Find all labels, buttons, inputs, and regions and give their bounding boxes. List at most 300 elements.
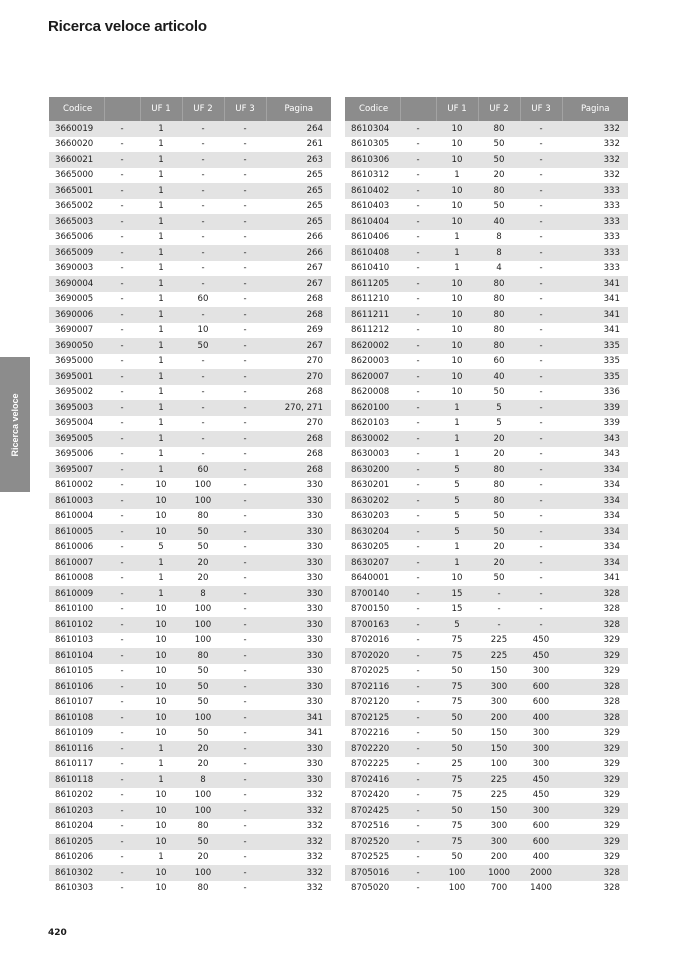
cell-pagina: 343	[603, 449, 620, 460]
cell-uf3: -	[224, 772, 266, 788]
cell-uf2: 50	[182, 679, 224, 695]
cell-blank: -	[120, 573, 124, 584]
cell-uf3: 300	[532, 666, 550, 677]
table-row	[49, 462, 331, 478]
cell-codice: 8610008	[55, 573, 94, 584]
cell-uf2: 80	[478, 493, 520, 509]
table-row	[49, 865, 331, 881]
cell-codice: 8630201	[351, 480, 390, 491]
cell-codice: 3665009	[49, 245, 104, 261]
article-table-right	[345, 97, 628, 896]
cell-uf2: 20	[478, 555, 520, 571]
cell-blank: -	[104, 276, 140, 292]
table-row	[49, 586, 331, 602]
cell-pagina: 335	[562, 369, 628, 385]
cell-pagina: 330	[266, 648, 331, 664]
cell-uf2: 20	[197, 852, 209, 863]
table-row	[49, 881, 331, 897]
cell-uf1: 15	[451, 604, 463, 615]
cell-uf3: 400	[520, 710, 562, 726]
cell-uf3: -	[539, 170, 543, 181]
cell-pagina: 330	[306, 573, 323, 584]
cell-uf1: 50	[436, 803, 478, 819]
cell-uf1: 1	[436, 555, 478, 571]
cell-uf3: -	[539, 573, 543, 584]
cell-blank: -	[400, 121, 436, 137]
cell-uf3: -	[224, 679, 266, 695]
cell-codice: 3695006	[55, 449, 94, 460]
table-row	[49, 695, 331, 711]
cell-codice: 8610402	[345, 183, 400, 199]
cell-uf1: 75	[436, 648, 478, 664]
column-header-uf2: UF 2	[478, 97, 520, 121]
cell-uf2: 300	[490, 821, 508, 832]
table-row	[49, 757, 331, 773]
cell-uf2: 100	[194, 790, 212, 801]
cell-blank: -	[416, 232, 420, 243]
cell-uf3: -	[243, 139, 247, 150]
column-header-uf3: UF 3	[224, 97, 266, 121]
cell-codice: 8620002	[345, 338, 400, 354]
cell-codice: 3690004	[49, 276, 104, 292]
cell-uf1: 75	[436, 679, 478, 695]
cell-pagina: 269	[306, 325, 323, 336]
cell-uf1: 50	[436, 710, 478, 726]
cell-uf1: 10	[451, 356, 463, 367]
table-row	[345, 447, 628, 463]
cell-uf1: 10	[140, 493, 182, 509]
cell-uf2: 225	[478, 648, 520, 664]
cell-uf2: 60	[182, 462, 224, 478]
cell-uf2: 50	[197, 728, 209, 739]
table-row	[49, 385, 331, 401]
cell-uf3: -	[520, 555, 562, 571]
cell-blank: -	[400, 183, 436, 199]
cell-codice: 8610102	[49, 617, 104, 633]
table-row	[49, 803, 331, 819]
cell-codice: 8610118	[49, 772, 104, 788]
cell-uf2: -	[182, 400, 224, 416]
cell-codice: 3690005	[55, 294, 94, 305]
cell-blank: -	[120, 449, 124, 460]
cell-blank: -	[416, 139, 420, 150]
cell-uf3: -	[224, 648, 266, 664]
cell-blank: -	[120, 201, 124, 212]
cell-codice: 8610406	[351, 232, 390, 243]
cell-blank: -	[416, 480, 420, 491]
table-row	[49, 354, 331, 370]
cell-pagina: 268	[306, 294, 323, 305]
cell-codice: 3695005	[49, 431, 104, 447]
cell-uf3: -	[539, 542, 543, 553]
cell-blank: -	[120, 294, 124, 305]
table-row	[345, 431, 628, 447]
cell-uf3: 450	[532, 790, 550, 801]
cell-uf1: 10	[451, 294, 463, 305]
cell-uf3: 600	[520, 679, 562, 695]
cell-uf1: 10	[155, 635, 167, 646]
table-row	[345, 230, 628, 246]
column-header-codice: Codice	[345, 97, 400, 121]
cell-uf1: 1	[140, 214, 182, 230]
cell-uf3: -	[243, 635, 247, 646]
cell-codice: 8611210	[351, 294, 390, 305]
cell-codice: 8610103	[55, 635, 94, 646]
cell-uf2: 50	[182, 524, 224, 540]
table-row	[49, 726, 331, 742]
cell-pagina: 265	[266, 214, 331, 230]
cell-uf3: -	[539, 294, 543, 305]
cell-uf1: 1	[158, 852, 164, 863]
cell-blank: -	[104, 741, 140, 757]
table-row	[345, 462, 628, 478]
cell-uf3: -	[243, 759, 247, 770]
cell-uf2: 80	[197, 511, 209, 522]
table-row	[345, 571, 628, 587]
cell-pagina: 267	[266, 276, 331, 292]
cell-blank: -	[104, 307, 140, 323]
cell-uf3: -	[520, 524, 562, 540]
cell-pagina: 333	[603, 263, 620, 274]
cell-codice: 8610104	[49, 648, 104, 664]
cell-blank: -	[400, 679, 436, 695]
cell-codice: 3660021	[49, 152, 104, 168]
cell-pagina: 268	[266, 307, 331, 323]
cell-blank: -	[120, 759, 124, 770]
cell-codice: 8610305	[351, 139, 390, 150]
cell-codice: 8611212	[351, 325, 390, 336]
cell-uf3: -	[520, 121, 562, 137]
cell-codice: 8630205	[351, 542, 390, 553]
cell-uf1: 1	[454, 170, 460, 181]
cell-uf1: 10	[140, 865, 182, 881]
cell-codice: 8702416	[345, 772, 400, 788]
cell-uf1: 10	[155, 480, 167, 491]
cell-uf3: 450	[520, 648, 562, 664]
cell-uf2: -	[201, 232, 205, 243]
cell-uf3: -	[224, 617, 266, 633]
cell-pagina: 332	[603, 170, 620, 181]
cell-uf3: -	[243, 542, 247, 553]
cell-uf1: 10	[436, 214, 478, 230]
cell-uf3: -	[224, 338, 266, 354]
cell-uf2: 200	[490, 852, 508, 863]
cell-uf2: -	[182, 431, 224, 447]
cell-blank: -	[416, 170, 420, 181]
cell-uf3: -	[243, 170, 247, 181]
cell-pagina: 329	[562, 741, 628, 757]
cell-uf2: 150	[490, 728, 508, 739]
cell-pagina: 341	[306, 728, 323, 739]
cell-uf2: 1000	[478, 865, 520, 881]
cell-blank: -	[120, 263, 124, 274]
table-row	[49, 261, 331, 277]
cell-codice: 3660019	[49, 121, 104, 137]
cell-pagina: 328	[562, 679, 628, 695]
cell-uf2: -	[201, 387, 205, 398]
cell-uf2: -	[182, 121, 224, 137]
cell-codice: 8630003	[351, 449, 390, 460]
cell-uf2: -	[201, 356, 205, 367]
cell-uf3: -	[243, 232, 247, 243]
cell-uf1: 1	[454, 232, 460, 243]
cell-uf1: 5	[436, 617, 478, 633]
cell-uf2: 20	[493, 542, 505, 553]
cell-uf3: 1400	[530, 883, 552, 894]
cell-uf2: -	[182, 307, 224, 323]
cell-uf1: 1	[140, 555, 182, 571]
table-row	[345, 400, 628, 416]
table-row	[49, 307, 331, 323]
cell-codice: 8620100	[345, 400, 400, 416]
table-row	[49, 617, 331, 633]
cell-pagina: 329	[562, 772, 628, 788]
cell-uf2: -	[478, 586, 520, 602]
cell-uf2: -	[201, 139, 205, 150]
cell-pagina: 329	[603, 728, 620, 739]
cell-codice: 3695004	[55, 418, 94, 429]
cell-uf1: 10	[155, 790, 167, 801]
cell-pagina: 268	[306, 387, 323, 398]
cell-uf2: 225	[478, 772, 520, 788]
cell-uf3: -	[243, 356, 247, 367]
cell-blank: -	[120, 697, 124, 708]
table-row	[345, 865, 628, 881]
cell-uf1: 1	[158, 759, 164, 770]
cell-blank: -	[104, 183, 140, 199]
cell-blank: -	[416, 728, 420, 739]
cell-pagina: 265	[306, 170, 323, 181]
cell-blank: -	[120, 790, 124, 801]
cell-uf3: -	[243, 573, 247, 584]
cell-pagina: 332	[562, 152, 628, 168]
table-row	[49, 834, 331, 850]
table-row	[345, 509, 628, 525]
cell-codice: 8620008	[351, 387, 390, 398]
cell-codice: 3690006	[49, 307, 104, 323]
cell-pagina: 333	[562, 214, 628, 230]
cell-uf3: -	[520, 276, 562, 292]
cell-uf2: 80	[478, 462, 520, 478]
cell-uf3: -	[243, 325, 247, 336]
cell-codice: 8610302	[49, 865, 104, 881]
cell-uf3: -	[243, 201, 247, 212]
cell-uf1: 10	[155, 604, 167, 615]
cell-uf3: -	[224, 307, 266, 323]
cell-pagina: 329	[562, 648, 628, 664]
cell-uf3: -	[224, 431, 266, 447]
cell-uf2: 100	[490, 759, 508, 770]
cell-uf1: 5	[436, 493, 478, 509]
cell-blank: -	[104, 865, 140, 881]
cell-codice: 8610206	[55, 852, 94, 863]
cell-codice: 8702120	[351, 697, 390, 708]
cell-pagina: 267	[266, 338, 331, 354]
cell-codice: 8610107	[55, 697, 94, 708]
cell-pagina: 332	[266, 865, 331, 881]
cell-blank: -	[120, 480, 124, 491]
cell-uf1: 100	[448, 883, 466, 894]
cell-uf2: 100	[182, 493, 224, 509]
cell-pagina: 333	[603, 201, 620, 212]
table-row	[345, 772, 628, 788]
cell-uf2: -	[201, 449, 205, 460]
table-row	[345, 416, 628, 432]
cell-uf1: 5	[454, 480, 460, 491]
cell-codice: 8640001	[351, 573, 390, 584]
cell-uf1: 10	[140, 617, 182, 633]
cell-pagina: 334	[562, 493, 628, 509]
cell-uf2: 80	[478, 307, 520, 323]
cell-codice: 8610408	[345, 245, 400, 261]
table-row	[345, 137, 628, 153]
cell-codice: 8610006	[55, 542, 94, 553]
cell-blank: -	[104, 524, 140, 540]
cell-codice: 8630207	[345, 555, 400, 571]
cell-uf3: -	[243, 883, 247, 894]
table-row	[49, 602, 331, 618]
column-header-uf1: UF 1	[140, 97, 182, 121]
cell-uf2: 80	[493, 325, 505, 336]
cell-uf2: -	[201, 418, 205, 429]
cell-blank: -	[104, 586, 140, 602]
cell-uf2: 50	[478, 152, 520, 168]
cell-uf3: 600	[532, 821, 550, 832]
table-row	[345, 199, 628, 215]
cell-pagina: 330	[266, 493, 331, 509]
cell-uf1: 10	[451, 325, 463, 336]
column-header-blank	[104, 97, 140, 121]
cell-pagina: 334	[603, 542, 620, 553]
cell-uf2: 100	[182, 803, 224, 819]
cell-uf2: 200	[478, 710, 520, 726]
cell-uf2: 150	[478, 741, 520, 757]
cell-uf2: 10	[197, 325, 209, 336]
cell-uf1: 1	[454, 542, 460, 553]
cell-uf3: -	[243, 418, 247, 429]
cell-uf1: 1	[140, 431, 182, 447]
cell-uf2: 225	[490, 790, 508, 801]
cell-pagina: 334	[603, 480, 620, 491]
cell-pagina: 332	[603, 139, 620, 150]
cell-uf1: 1	[158, 232, 164, 243]
column-header-uf1: UF 1	[436, 97, 478, 121]
cell-uf3: -	[243, 387, 247, 398]
cell-codice: 8630200	[345, 462, 400, 478]
cell-pagina: 266	[266, 245, 331, 261]
cell-pagina: 334	[562, 555, 628, 571]
table-row	[49, 369, 331, 385]
cell-uf3: -	[539, 480, 543, 491]
cell-codice: 8610403	[351, 201, 390, 212]
cell-uf3: -	[539, 325, 543, 336]
cell-uf1: 10	[451, 201, 463, 212]
cell-uf3: -	[539, 387, 543, 398]
cell-uf3: -	[539, 418, 543, 429]
table-row	[49, 400, 331, 416]
cell-uf1: 75	[436, 834, 478, 850]
cell-blank: -	[416, 511, 420, 522]
cell-pagina: 270	[306, 356, 323, 367]
cell-uf2: 8	[496, 232, 502, 243]
cell-uf2: 80	[182, 648, 224, 664]
cell-uf3: -	[539, 232, 543, 243]
table-row	[345, 757, 628, 773]
cell-blank: -	[416, 294, 420, 305]
cell-uf2: 100	[182, 617, 224, 633]
cell-uf1: 1	[140, 152, 182, 168]
cell-codice: 3665002	[55, 201, 94, 212]
cell-blank: -	[400, 710, 436, 726]
cell-blank: -	[416, 449, 420, 460]
cell-codice: 8702425	[345, 803, 400, 819]
cell-codice: 8705016	[345, 865, 400, 881]
cell-uf2: 300	[478, 679, 520, 695]
cell-uf2: 50	[493, 511, 505, 522]
cell-blank: -	[104, 648, 140, 664]
cell-blank: -	[104, 245, 140, 261]
cell-uf1: 5	[158, 542, 164, 553]
cell-uf1: 50	[451, 728, 463, 739]
cell-blank: -	[120, 821, 124, 832]
cell-blank: -	[416, 759, 420, 770]
cell-blank: -	[416, 790, 420, 801]
cell-pagina: 341	[603, 325, 620, 336]
cell-uf3: -	[539, 449, 543, 460]
table-row	[345, 493, 628, 509]
cell-blank: -	[416, 263, 420, 274]
cell-blank: -	[400, 462, 436, 478]
cell-blank: -	[400, 524, 436, 540]
cell-uf1: 75	[451, 635, 463, 646]
cell-codice: 8610109	[55, 728, 94, 739]
cell-codice: 8702125	[345, 710, 400, 726]
cell-blank: -	[120, 666, 124, 677]
cell-codice: 8620003	[351, 356, 390, 367]
cell-pagina: 270	[306, 418, 323, 429]
table-row	[345, 741, 628, 757]
cell-uf3: 600	[520, 834, 562, 850]
cell-pagina: 330	[266, 679, 331, 695]
cell-uf1: 10	[140, 834, 182, 850]
table-row	[345, 710, 628, 726]
cell-uf3: -	[539, 511, 543, 522]
cell-pagina: 339	[562, 400, 628, 416]
cell-blank: -	[104, 679, 140, 695]
cell-uf3: -	[224, 834, 266, 850]
cell-uf1: 100	[436, 865, 478, 881]
side-tab[interactable]	[0, 357, 30, 492]
cell-pagina: 330	[266, 555, 331, 571]
cell-codice: 8630002	[345, 431, 400, 447]
cell-pagina: 341	[603, 294, 620, 305]
table-row	[345, 385, 628, 401]
cell-uf2: 5	[496, 418, 502, 429]
cell-blank: -	[120, 325, 124, 336]
cell-uf3: 300	[532, 759, 550, 770]
cell-pagina: 332	[306, 821, 323, 832]
cell-uf2: 20	[182, 741, 224, 757]
cell-uf2: 150	[478, 803, 520, 819]
cell-uf2: -	[182, 245, 224, 261]
cell-uf2: -	[201, 170, 205, 181]
cell-blank: -	[120, 387, 124, 398]
cell-pagina: 328	[562, 710, 628, 726]
cell-pagina: 341	[266, 710, 331, 726]
table-row	[49, 664, 331, 680]
cell-uf1: 1	[158, 294, 164, 305]
cell-uf3: -	[224, 462, 266, 478]
